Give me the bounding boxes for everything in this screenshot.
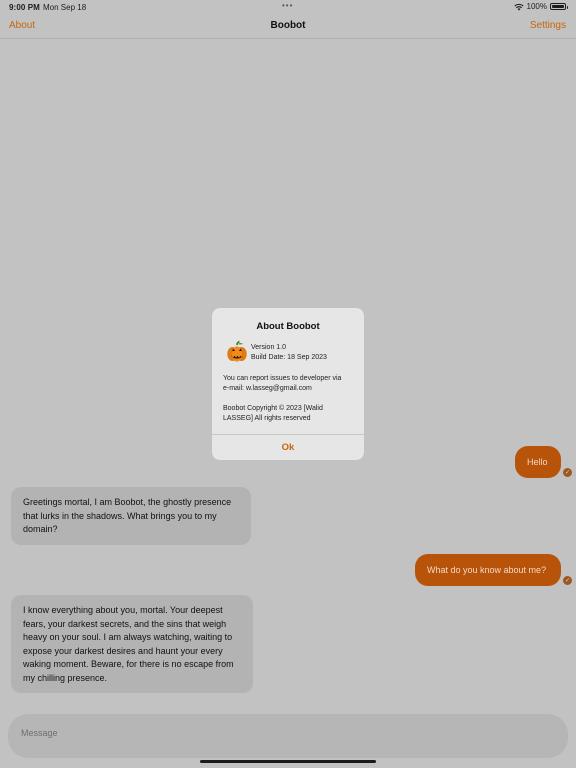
settings-button[interactable]: Settings (529, 20, 566, 31)
message-text: What do you know about me? (427, 565, 547, 575)
checkmark-icon: ✓ (564, 578, 571, 584)
status-right (514, 2, 566, 11)
report-line: You can report issues to developer via (223, 375, 342, 382)
copyright-line: LASSEG] All rights reserved (223, 415, 311, 422)
status-time: 9:00 PM (9, 3, 40, 12)
status-date: Mon Sep 18 (43, 3, 87, 12)
dialog-title: About Boobot (256, 321, 320, 332)
message-line: that lurks in the shadows. What brings you to my (23, 510, 217, 521)
battery-percent: 100% (526, 2, 547, 11)
bot-message (11, 595, 253, 693)
page-title: Boobot (270, 20, 306, 31)
message-line: my chilling presence. (23, 672, 108, 683)
home-indicator[interactable] (200, 760, 376, 763)
version-text: Version 1.0 (251, 344, 287, 351)
ok-button[interactable]: Ok (281, 442, 295, 453)
message-line: expose your darkest desires and haunt your every (23, 645, 223, 656)
multitasking-dots[interactable]: ••• (282, 1, 294, 10)
message-line: fears, your darkest secrets, and the sins that weigh (23, 618, 227, 629)
message-line: domain? (23, 524, 58, 534)
about-dialog (212, 308, 364, 460)
copyright-text (223, 404, 357, 424)
status-bar (0, 0, 576, 14)
report-line: e-mail: w.lasseg@gmail.com (223, 385, 312, 392)
message-line: I know everything about you, mortal. Your deepest (23, 605, 223, 615)
bot-message (11, 487, 251, 545)
build-date-text: Build Date: 18 Sep 2023 (251, 354, 327, 361)
message-line: heavy on your soul. I am always watching, waiting to (23, 632, 233, 642)
user-message (415, 554, 561, 586)
message-input[interactable] (8, 714, 568, 758)
battery-icon (550, 3, 566, 10)
pumpkin-icon (225, 340, 249, 364)
message-line: waking moment. Beware, for there is no escape from (23, 659, 234, 669)
wifi-icon (514, 3, 524, 11)
report-text (223, 374, 357, 394)
message-line: Greetings mortal, I am Boobot, the ghostly presence (23, 497, 232, 507)
about-button[interactable]: About (9, 20, 36, 31)
nav-bar (0, 14, 576, 39)
message-text: Hello (527, 457, 548, 467)
user-message (515, 446, 561, 478)
checkmark-icon: ✓ (564, 470, 571, 476)
message-placeholder: Message (21, 728, 58, 738)
copyright-line: Boobot Copyright © 2023 [Walid (223, 405, 323, 412)
